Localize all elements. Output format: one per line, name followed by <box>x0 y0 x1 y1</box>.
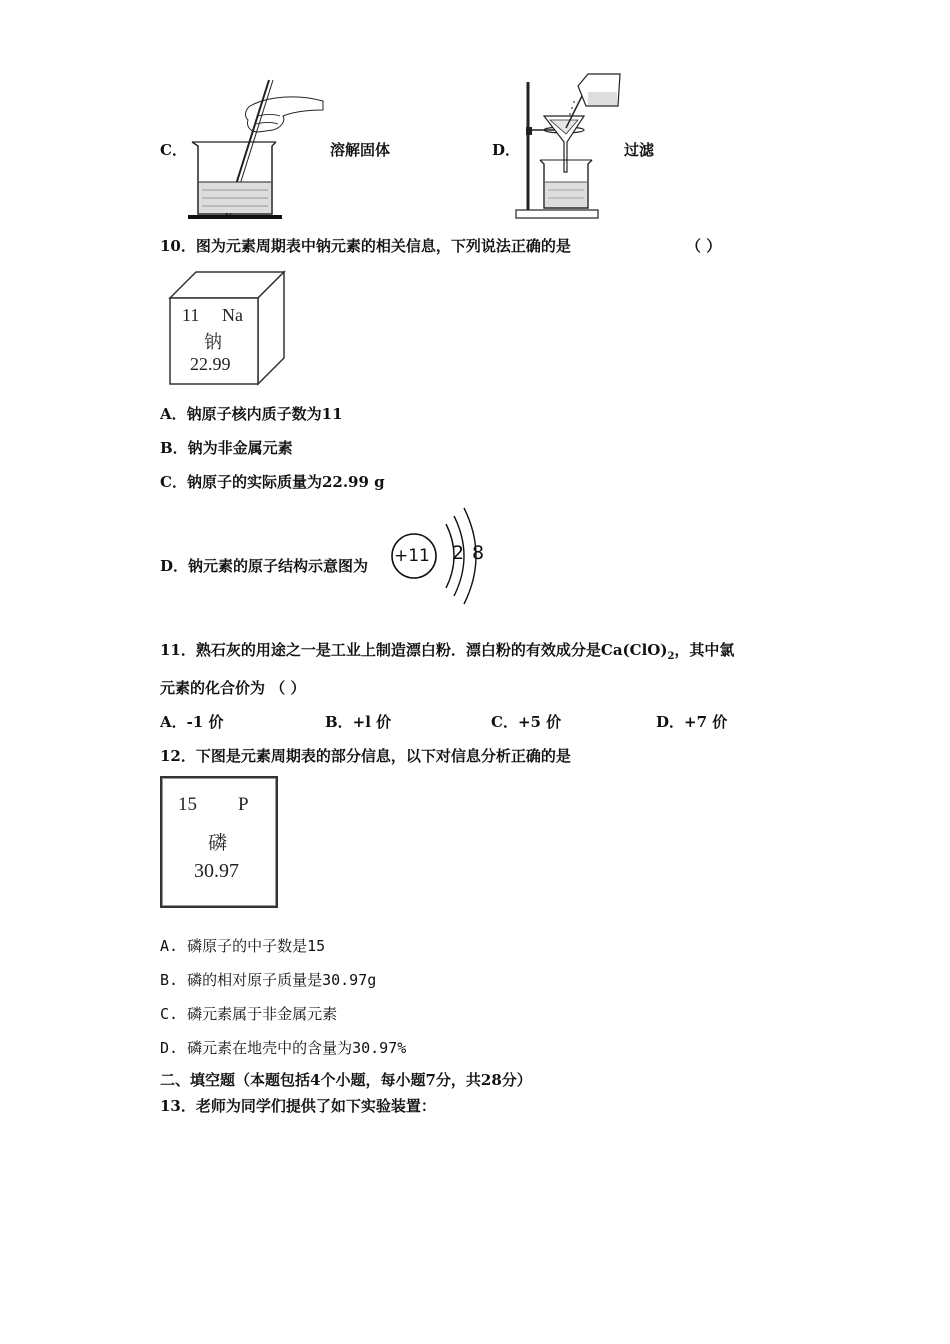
phosphorus-name: 磷 <box>208 833 228 854</box>
sodium-name: 钠 <box>204 332 222 352</box>
q12-option-a: A. 磷原子的中子数是15 <box>160 937 326 955</box>
q11-stem-post: ，其中氯 <box>674 641 735 659</box>
q10-option-a: A．钠原子核内质子数为11 <box>160 405 343 423</box>
q10-option-b: B．钠为非金属元素 <box>160 439 293 457</box>
q12-option-d: D. 磷元素在地壳中的含量为30.97% <box>160 1039 407 1057</box>
q9-option-d-letter: D． <box>492 141 521 159</box>
shell-2-electrons: 8 <box>472 542 485 564</box>
q10-option-c: C．钠原子的实际质量为22.99 g <box>160 473 385 491</box>
q10-stem: 10．图为元素周期表中钠元素的相关信息，下列说法正确的是 <box>160 237 571 255</box>
sodium-atomic-structure-diagram <box>388 506 490 606</box>
shell-1-electrons: 2 <box>452 542 465 564</box>
filtration-illustration <box>514 72 629 222</box>
phosphorus-atomic-number: 15 <box>178 794 197 815</box>
q11-stem-subscript: 2 <box>667 651 675 662</box>
sodium-element-cube <box>168 270 286 386</box>
q11-option-c: C．+5 价 <box>491 713 562 731</box>
q11-option-a: A．-1 价 <box>160 713 224 731</box>
q10-answer-bracket: （ ） <box>686 237 722 255</box>
dissolve-solid-illustration <box>188 76 328 222</box>
q9-option-c-letter: C． <box>160 141 187 159</box>
sodium-symbol: Na <box>222 305 243 325</box>
nucleus-charge: +11 <box>394 546 430 566</box>
phosphorus-atomic-mass: 30.97 <box>194 860 239 882</box>
q11-stem-line2: 元素的化合价为 （ ） <box>160 679 306 697</box>
section2-heading: 二、填空题（本题包括4个小题，每小题7分，共28分） <box>160 1071 532 1089</box>
q12-option-c: C. 磷元素属于非金属元素 <box>160 1005 338 1023</box>
q9-option-c-caption: 溶解固体 <box>330 141 391 159</box>
q12-stem: 12．下图是元素周期表的部分信息，以下对信息分析正确的是 <box>160 747 571 765</box>
q11-stem-pre: 11．熟石灰的用途之一是工业上制造漂白粉．漂白粉的有效成分是Ca(ClO) <box>160 641 668 659</box>
phosphorus-symbol: P <box>238 794 249 815</box>
q10-option-d: D．钠元素的原子结构示意图为 <box>160 557 369 575</box>
phosphorus-element-card <box>160 776 278 908</box>
q13-stem: 13．老师为同学们提供了如下实验装置： <box>160 1097 436 1115</box>
sodium-atomic-mass: 22.99 <box>190 354 231 374</box>
q11-stem-line1 <box>160 640 734 667</box>
q12-option-b: B. 磷的相对原子质量是30.97g <box>160 971 377 989</box>
q11-option-b: B．+l 价 <box>325 713 392 731</box>
q11-option-d: D．+7 价 <box>656 713 728 731</box>
sodium-atomic-number: 11 <box>182 305 200 325</box>
q9-option-d-caption: 过滤 <box>624 141 655 159</box>
